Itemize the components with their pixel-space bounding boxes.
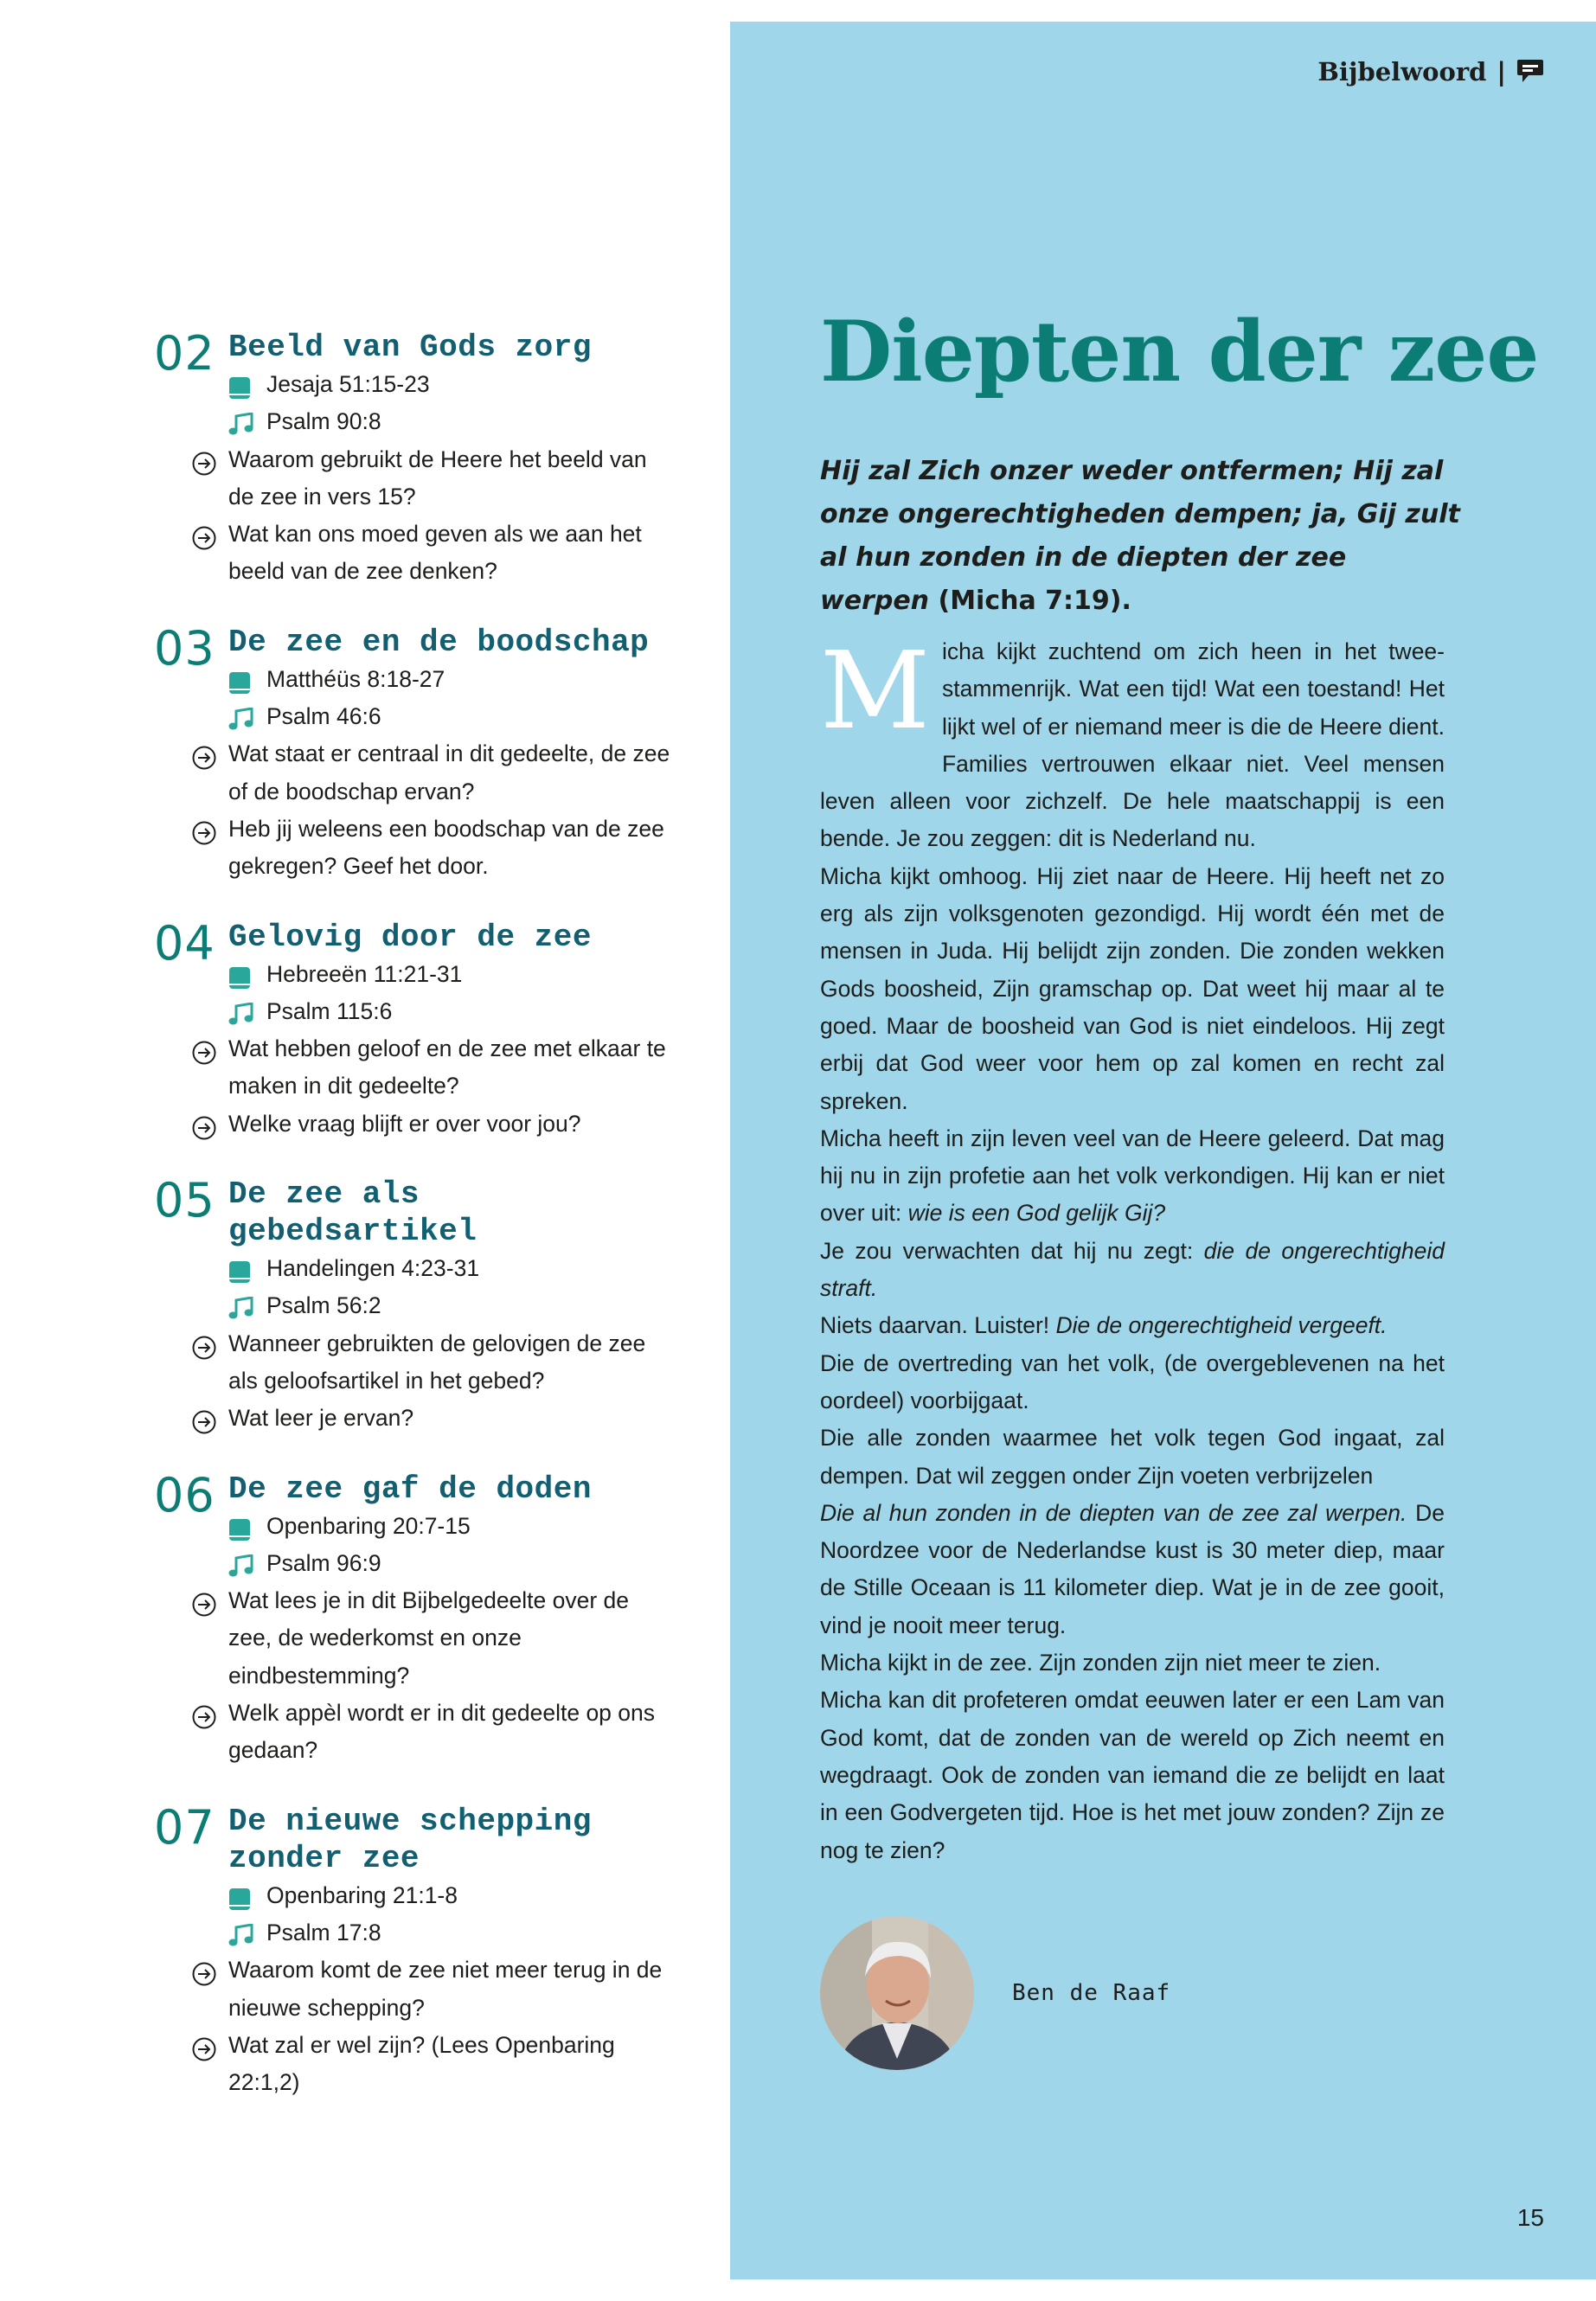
arrow-circle-icon <box>192 1408 216 1445</box>
psalm-reference-text: Psalm 90:8 <box>266 408 381 435</box>
arrow-circle-icon <box>192 744 216 781</box>
bible-reference-text: Hebreeën 11:21-31 <box>266 960 463 987</box>
paragraph-italic: die de ongerechtigheid straft. <box>820 1237 1445 1302</box>
bible-reference <box>228 1877 673 1914</box>
study-section <box>154 326 673 591</box>
bible-reference <box>228 956 673 993</box>
psalm-reference <box>228 698 673 735</box>
section-title: Beeld van Gods zorg <box>228 330 592 365</box>
psalm-reference-text: Psalm 96:9 <box>266 1549 381 1576</box>
study-list <box>154 326 673 2134</box>
intro-quote-text: Hij zal Zich onzer weder ontfermen; Hij zal onze ongerechtigheden dempen; ja, Gij zult al hun zonden in de diepten der zee werpen <box>820 456 1460 616</box>
psalm-reference <box>228 403 673 440</box>
section-title: De zee en de boodschap <box>228 624 650 660</box>
bible-reference-text: Openbaring 21:1-8 <box>266 1881 458 1908</box>
question-text: Wat leer je ervan? <box>228 1405 414 1432</box>
question-item <box>192 735 673 811</box>
psalm-reference <box>228 1914 673 1952</box>
section-number: 02 <box>154 326 215 381</box>
study-section <box>154 620 673 886</box>
question-text: Wat staat er centraal in dit gedeelte, de zee of de boodschap ervan? <box>228 740 670 804</box>
paragraph-text: icha kijkt zuchtend om zich heen in het twee-stammenrijk. Wat een tijd! Wat een toestand! Het lijkt wel of er niemand meer is die de Heere dient. Families vertrouwen elkaar niet. Veel mensen leven alleen voor zichzelf. De hele maatschappij is een bende. Je zou zeggen: dit is Nederland nu. <box>820 638 1445 852</box>
question-item <box>192 2027 673 2102</box>
bible-reference <box>228 1250 673 1287</box>
psalm-reference-text: Psalm 115:6 <box>266 997 393 1024</box>
paragraph-italic: Die al hun zonden in de diepten van de zee zal werpen. <box>820 1499 1407 1526</box>
section-title: De nieuwe schepping zonder zee <box>228 1803 592 1876</box>
paragraph <box>820 1307 1445 1344</box>
section-number: 07 <box>154 1799 215 1855</box>
arrow-circle-icon <box>192 2035 216 2073</box>
question-text: Wanneer gebruikten de gelovigen de zee als geloofsartikel in het gebed? <box>228 1330 646 1394</box>
author-block <box>820 1916 1170 2070</box>
bible-reference <box>228 1508 673 1545</box>
question-item <box>192 1582 673 1695</box>
question-text: Welk appèl wordt er in dit gedeelte op ons gedaan? <box>228 1700 656 1764</box>
question-item <box>192 1106 673 1143</box>
section-header <box>1317 57 1544 87</box>
psalm-reference <box>228 993 673 1030</box>
question-item <box>192 1325 673 1400</box>
arrow-circle-icon <box>192 1703 216 1740</box>
question-text: Wat hebben geloof en de zee met elkaar te maken in dit gedeelte? <box>228 1035 666 1099</box>
question-text: Welke vraag blijft er over voor jou? <box>228 1110 581 1137</box>
question-item <box>192 1952 673 2027</box>
question-item <box>192 516 673 591</box>
arrow-circle-icon <box>192 450 216 487</box>
question-item <box>192 1400 673 1437</box>
paragraph <box>820 1120 1445 1233</box>
section-label: Bijbelwoord <box>1317 57 1487 87</box>
section-number: 06 <box>154 1467 215 1522</box>
arrow-circle-icon <box>192 1334 216 1371</box>
author-name: Ben de Raaf <box>1012 1980 1171 2006</box>
paragraph: Die de overtreding van het volk, (de overgeblevenen na het oordeel) voorbijgaat. <box>820 1349 1445 1413</box>
psalm-reference <box>228 1287 673 1324</box>
arrow-circle-icon <box>192 819 216 856</box>
article-body <box>820 629 1445 1869</box>
question-text: Wat lees je in dit Bijbelgedeelte over de zee, de wederkomst en onze eindbestemming? <box>228 1587 630 1689</box>
paragraph <box>820 1233 1445 1308</box>
question-item <box>192 811 673 886</box>
study-section <box>154 915 673 1143</box>
paragraph-italic: Die de ongerechtigheid vergeeft. <box>1055 1312 1388 1339</box>
question-item <box>192 1030 673 1106</box>
psalm-reference-text: Psalm 46:6 <box>266 703 381 730</box>
arrow-circle-icon <box>192 1114 216 1151</box>
bible-reference <box>228 366 673 403</box>
paragraph-text: De Noordzee voor de Nederlandse kust is 30 meter diep, maar de Stille Oceaan is 11 kilometer diep. Wat je in de zee gooit, vind je nooit meer terug. <box>820 1499 1445 1638</box>
bible-reference-text: Jesaja 51:15-23 <box>266 371 430 397</box>
bible-reference <box>228 661 673 698</box>
question-item <box>192 1695 673 1770</box>
question-item <box>192 441 673 516</box>
page-number: 15 <box>1516 2204 1544 2231</box>
bible-reference-text: Matthéüs 8:18-27 <box>266 665 445 692</box>
study-section <box>154 1799 673 2102</box>
paragraph: Micha kan dit profeteren omdat eeuwen later er een Lam van God komt, dat de zonden van de wereld op Zich neemt en wegdraagt. Ook de zonden van iemand die ze belijdt en laat in een Godvergeten tijd. Hoe is het met jouw zonden? Zijn ze nog te zien? <box>820 1687 1445 1863</box>
arrow-circle-icon <box>192 1960 216 1997</box>
bible-reference-text: Handelingen 4:23-31 <box>266 1255 480 1282</box>
article-title: Diepten der zee <box>820 303 1539 401</box>
paragraph-text: Micha heeft in zijn leven veel van de Heere geleerd. Dat mag hij nu in zijn profetie aan het volk verkondigen. Hij kan er niet over uit: <box>820 1125 1445 1227</box>
section-title: De zee als gebedsartikel <box>228 1176 478 1250</box>
paragraph: Die alle zonden waarmee het volk tegen God ingaat, zal dempen. Dat wil zeggen onder Zijn voeten verbrijzelen <box>820 1425 1445 1489</box>
question-text: Wat kan ons moed geven als we aan het beeld van de zee denken? <box>228 521 642 585</box>
bible-reference-text: Openbaring 20:7-15 <box>266 1512 471 1539</box>
section-number: 04 <box>154 915 215 971</box>
author-photo <box>820 1916 974 2070</box>
study-section <box>154 1173 673 1437</box>
section-number: 05 <box>154 1173 215 1228</box>
header-separator: | <box>1497 57 1506 87</box>
paragraph: Micha kijkt omhoog. Hij ziet naar de Heere. Hij heeft net zo erg als zijn volksgenoten gezondigd. Hij wordt één met de mensen in Juda. Hij belijdt zijn zonden. Die zonden wekken Gods boosheid, Zijn gramschap op. Dat weet hij maar al te goed. Maar de boosheid van God is niet eindeloos. Hij zegt erbij dat God weer voor hem op zal komen en recht zal spreken. <box>820 862 1445 1114</box>
drop-cap: M <box>820 629 930 753</box>
paragraph <box>820 1495 1445 1644</box>
intro-quote <box>820 450 1460 623</box>
section-number: 03 <box>154 620 215 676</box>
paragraph <box>820 629 1445 858</box>
question-text: Wat zal er wel zijn? (Lees Openbaring 22:1,2) <box>228 2031 615 2096</box>
study-section <box>154 1467 673 1770</box>
section-title: Gelovig door de zee <box>228 919 592 955</box>
arrow-circle-icon <box>192 524 216 561</box>
intro-reference: (Micha 7:19). <box>929 586 1131 616</box>
paragraph-italic: wie is een God gelijk Gij? <box>907 1200 1166 1227</box>
psalm-reference-text: Psalm 56:2 <box>266 1292 381 1319</box>
question-text: Heb jij weleens een boodschap van de zee gekregen? Geef het door. <box>228 815 664 880</box>
section-title: De zee gaf de doden <box>228 1471 592 1507</box>
question-text: Waarom gebruikt de Heere het beeld van de zee in vers 15? <box>228 445 647 510</box>
paragraph-text: Je zou verwachten dat hij nu zegt: <box>820 1237 1204 1264</box>
question-text: Waarom komt de zee niet meer terug in de nieuwe schepping? <box>228 1957 663 2021</box>
paragraph-text: Niets daarvan. Luister! <box>820 1312 1056 1339</box>
arrow-circle-icon <box>192 1039 216 1076</box>
paragraph: Micha kijkt in de zee. Zijn zonden zijn niet meer te zien. <box>820 1650 1381 1676</box>
psalm-reference-text: Psalm 17:8 <box>266 1919 381 1945</box>
arrow-circle-icon <box>192 1591 216 1628</box>
psalm-reference <box>228 1545 673 1582</box>
speech-bubble-icon <box>1516 59 1544 85</box>
